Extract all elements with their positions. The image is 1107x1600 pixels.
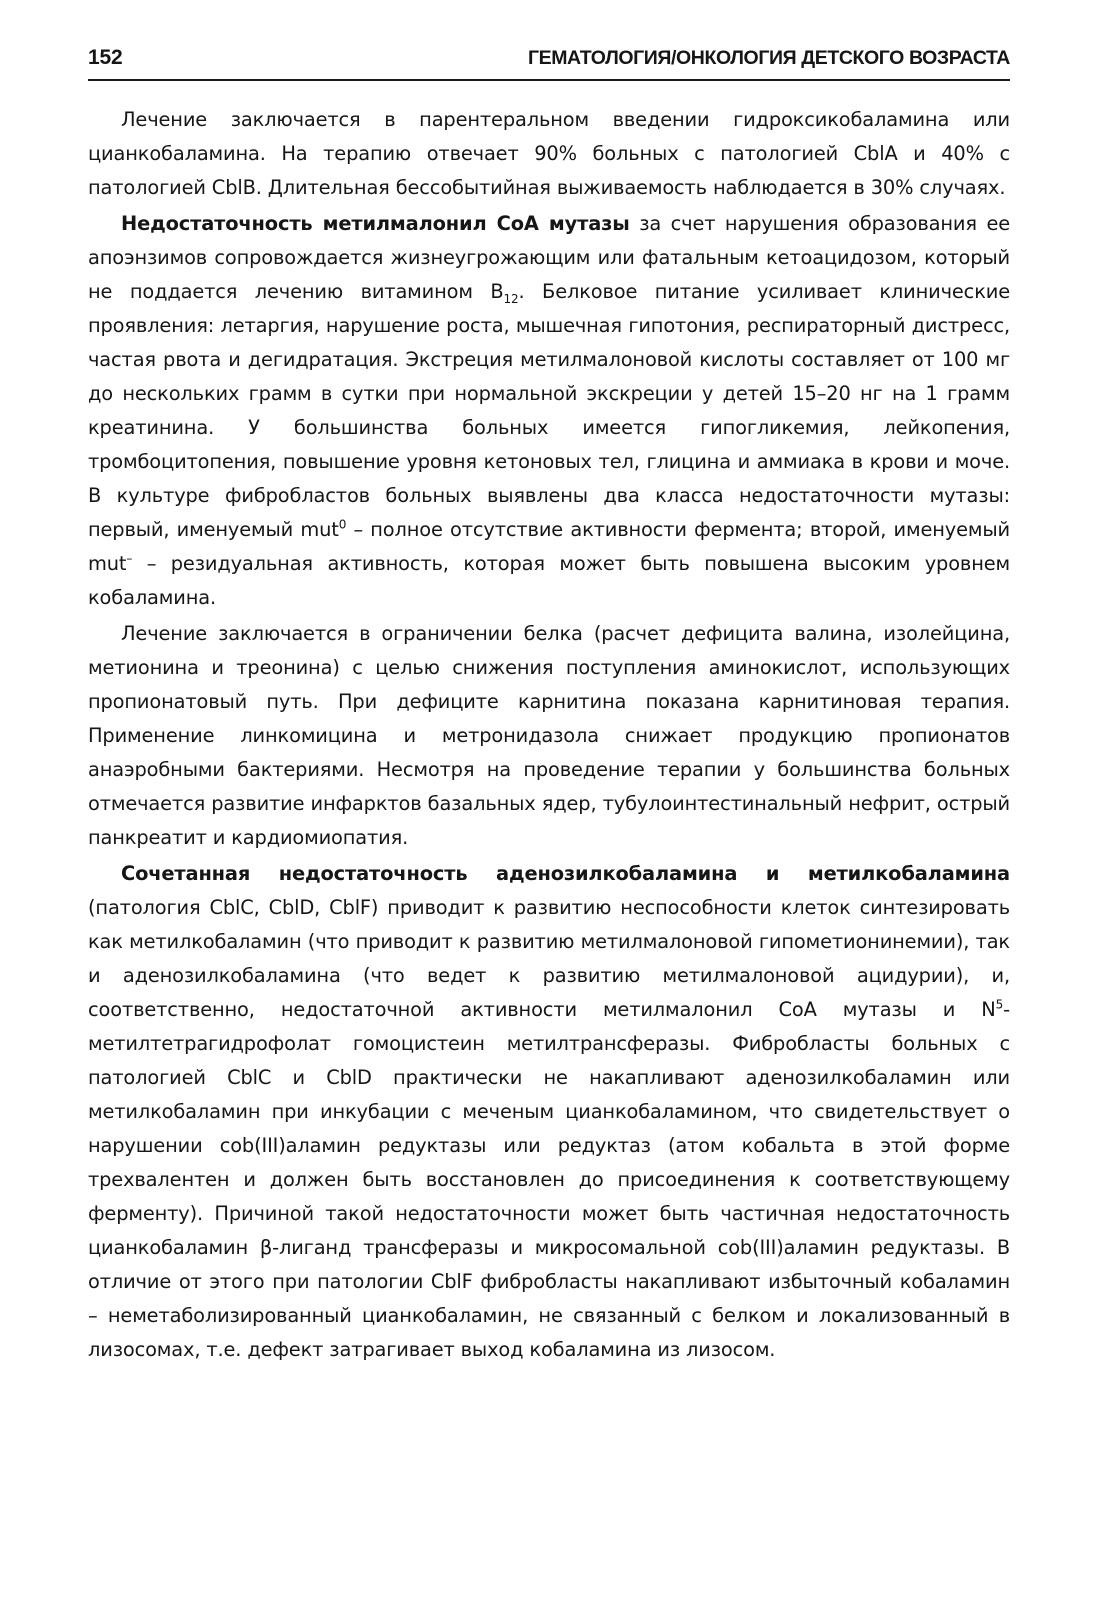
text-segment: – резидуальная активность, которая может быть повышена высоким уровнем кобаламина. — [88, 552, 1010, 609]
paragraph-combined-deficiency — [88, 857, 1010, 1367]
running-header — [88, 46, 1010, 81]
running-title: ГЕМАТОЛОГИЯ/ОНКОЛОГИЯ ДЕТСКОГО ВОЗРАСТА — [527, 47, 1010, 69]
page-number: 152 — [88, 46, 123, 69]
text-segment: – полное отсутствие активности фермента; второй, именуемый mut — [88, 518, 1010, 575]
superscript-5: 5 — [995, 997, 1004, 1012]
term-mutase-deficiency: Недостаточность метилмалонил CoA мутазы — [121, 212, 630, 235]
text-segment: -метилтетрагидрофолат гомоцистеин метилтрансферазы. Фибробласты больных с патологией CblC и CblD практически не накапливают аденозилкобаламин или метилкобаламин при инкубации с меченым цианкобаламином, что свидетельствует о нарушении cob(III)аламин редуктазы или редуктаз (атом кобальта в этой форме трехвалентен и должен быть восстановлен до присоединения к соответствующему ферменту). Причиной такой недостаточности может быть частичная недостаточность цианкобаламин β-лиганд трансферазы и микросомальной cob(III)аламин редуктазы. В отличие от этого при патологии CblF фибробласты накапливают избыточный кобаламин – неметаболизированный цианкобаламин, не связанный с белком и локализованный в лизосомах, т.е. дефект затрагивает выход кобаламина из лизосом. — [88, 998, 1010, 1361]
text-segment: за счет нарушения образования ее апоэнзимов сопровождается жизнеугрожающим или фатальным кетоацидозом, который не поддается лечению витамином B — [88, 212, 1011, 303]
subscript-12: 12 — [503, 291, 519, 306]
text-segment: . Белковое питание усиливает клинические проявления: летаргия, нарушение роста, мышечная гипотония, респираторный дистресс, частая рвота и дегидратация. Экстреция метилмалоновой кислоты составляет от 100 мг до нескольких грамм в сутки при нормальной экскреции у детей 15–20 нг на 1 грамм креатинина. У большинства больных имеется гипогликемия, лейкопения, тромбоцитопения, повышение уровня кетоновых тел, глицина и аммиака в крови и моче. В культуре фибробластов больных выявлены два класса недостаточности мутазы: первый, именуемый mut — [88, 280, 1010, 541]
text-segment: (патология CblC, CblD, CblF) приводит к развитию неспособности клеток синтезировать как метилкобаламин (что приводит к развитию метилмалоновой гипометионинемии), так и аденозилкобаламина (что ведет к развитию метилмалоновой ацидурии), и, соответственно, недостаточной активности метилмалонил CoA мутазы и N — [88, 896, 1010, 1021]
paragraph-mutase-deficiency — [88, 207, 1010, 615]
paragraph-treatment-cbla-cblb: Лечение заключается в парентеральном введении гидроксикобаламина или цианкобаламина. На терапию отвечает 90% больных с патологией CblA и 40% с патологией CblB. Длительная бессобытийная выживаемость наблюдается в 30% случаях. — [88, 108, 1010, 199]
book-page — [88, 46, 1010, 1369]
superscript-0: 0 — [338, 517, 347, 532]
paragraph-treatment-protein-restriction: Лечение заключается в ограничении белка (расчет дефицита валина, изолейцина, метионина и треонина) с целью снижения поступления аминокислот, использующих пропионатовый путь. При дефиците карнитина показана карнитиновая терапия. Применение линкомицина и метронидазола снижает продукцию пропионатов анаэробными бактериями. Несмотря на проведение терапии у большинства больных отмечается развитие инфарктов базальных ядер, тубулоинтестинальный нефрит, острый панкреатит и кардиомиопатия. — [88, 622, 1010, 849]
term-combined-deficiency: Сочетанная недостаточность аденозилкобаламина и метилкобаламина — [121, 862, 1010, 885]
body-text — [88, 103, 1010, 1367]
superscript-minus: – — [126, 551, 133, 566]
